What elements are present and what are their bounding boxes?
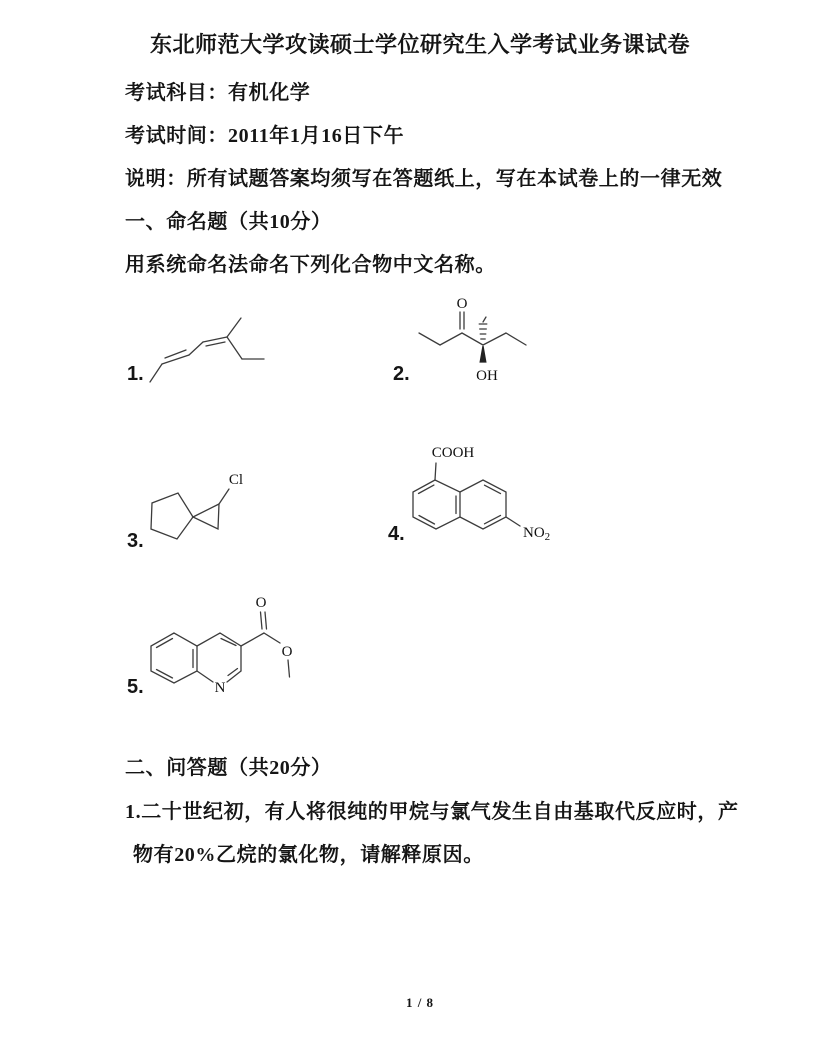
exam-note-line: 说明：所有试题答案均须写在答题纸上，写在本试卷上的一律无效: [125, 168, 723, 190]
compound-5-label: 5.: [127, 676, 144, 698]
compound-4-label: 4.: [388, 523, 405, 545]
structure-2-hydroxy-ketone: [405, 290, 540, 390]
structure-5-quinoline-ester: [140, 590, 305, 700]
atom-label-ester-carbonyl-o: O: [255, 595, 267, 611]
section2-heading: 二、问答题（共20分）: [125, 757, 332, 779]
compound-1-label: 1.: [127, 363, 144, 385]
compound-2-label: 2.: [393, 363, 410, 385]
page-number: 1 / 8: [405, 995, 435, 1010]
section2-question1-line2: 物有20%乙烷的氯化物，请解释原因。: [133, 844, 484, 866]
section1-instruction: 用系统命名法命名下列化合物中文名称。: [125, 254, 496, 276]
structure-1-methylheptadiene: [140, 312, 290, 397]
atom-label-carboxyl: COOH: [431, 445, 475, 461]
section1-heading: 一、命名题（共10分）: [125, 211, 332, 233]
section2-question1-line1: 1.二十世纪初，有人将很纯的甲烷与氯气发生自由基取代反应时，产: [125, 801, 739, 823]
exam-time-line: 考试时间：2011年1月16日下午: [125, 125, 405, 147]
page-title: 东北师范大学攻读硕士学位研究生入学考试业务课试卷: [149, 32, 690, 57]
atom-label-carbonyl-o: O: [456, 296, 468, 312]
compound-3-label: 3.: [127, 530, 144, 552]
atom-label-hydroxyl: OH: [476, 368, 498, 384]
exam-subject-line: 考试科目：有机化学: [125, 82, 311, 104]
structure-3-chlorospiroheptane: [140, 465, 260, 555]
atom-label-nitrogen: N: [214, 680, 226, 696]
atom-label-ester-o: O: [281, 644, 293, 660]
atom-label-chlorine: Cl: [228, 472, 244, 488]
structure-4-nitronaphthoic-acid: [400, 438, 580, 553]
atom-label-nitro: $NO_2$: [523, 525, 551, 543]
